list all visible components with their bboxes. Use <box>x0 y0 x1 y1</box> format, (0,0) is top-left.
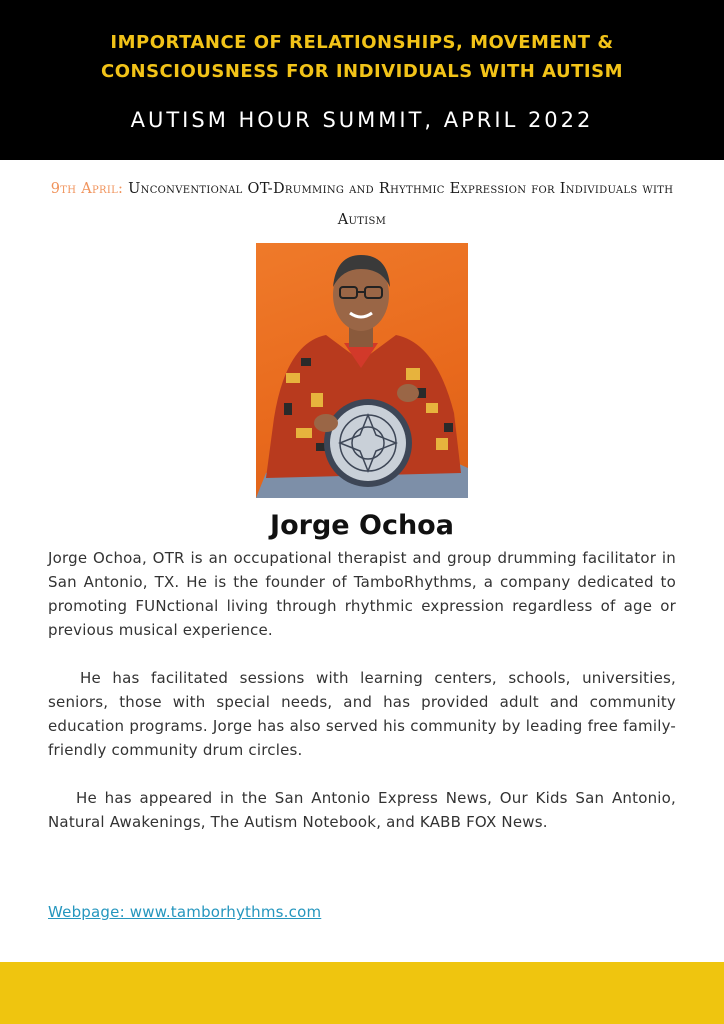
bio-paragraph-3: He has appeared in the San Antonio Express News, Our Kids San Antonio, Natural Awakenings, The Autism Notebook, and KABB FOX News. <box>48 789 676 831</box>
webpage-link[interactable]: Webpage: www.tamborhythms.com <box>48 903 322 921</box>
event-title-line-2: CONSCIOUSNESS FOR INDIVIDUALS WITH AUTISM <box>101 61 623 82</box>
session-title: Unconventional OT-Drumming and Rhythmic Expression for Individuals with Autism <box>128 181 674 228</box>
event-subtitle: AUTISM HOUR SUMMIT, APRIL 2022 <box>130 108 594 132</box>
bio-paragraph-1: Jorge Ochoa, OTR is an occupational therapist and group drumming facilitator in San Antonio, TX. He is the founder of TamboRhythms, a company dedicated to promoting FUNctional living through rhythmic expression regardless of age or previous musical experience. <box>48 549 676 639</box>
event-title <box>0 28 724 86</box>
header-banner <box>0 0 724 160</box>
speaker-photo <box>256 243 468 498</box>
session-heading <box>30 174 694 236</box>
speaker-portrait-illustration <box>256 243 468 498</box>
session-date: 9th April: <box>50 181 124 197</box>
footer-bar <box>0 962 724 1024</box>
speaker-bio <box>48 546 676 858</box>
bio-paragraph-2: He has facilitated sessions with learning centers, schools, universities, seniors, those with special needs, and has provided adult and community education programs. Jorge has also served his community by leading free family-friendly community drum circles. <box>48 669 676 759</box>
speaker-name: Jorge Ochoa <box>270 510 454 541</box>
event-title-line-1: IMPORTANCE OF RELATIONSHIPS, MOVEMENT & <box>110 32 614 53</box>
